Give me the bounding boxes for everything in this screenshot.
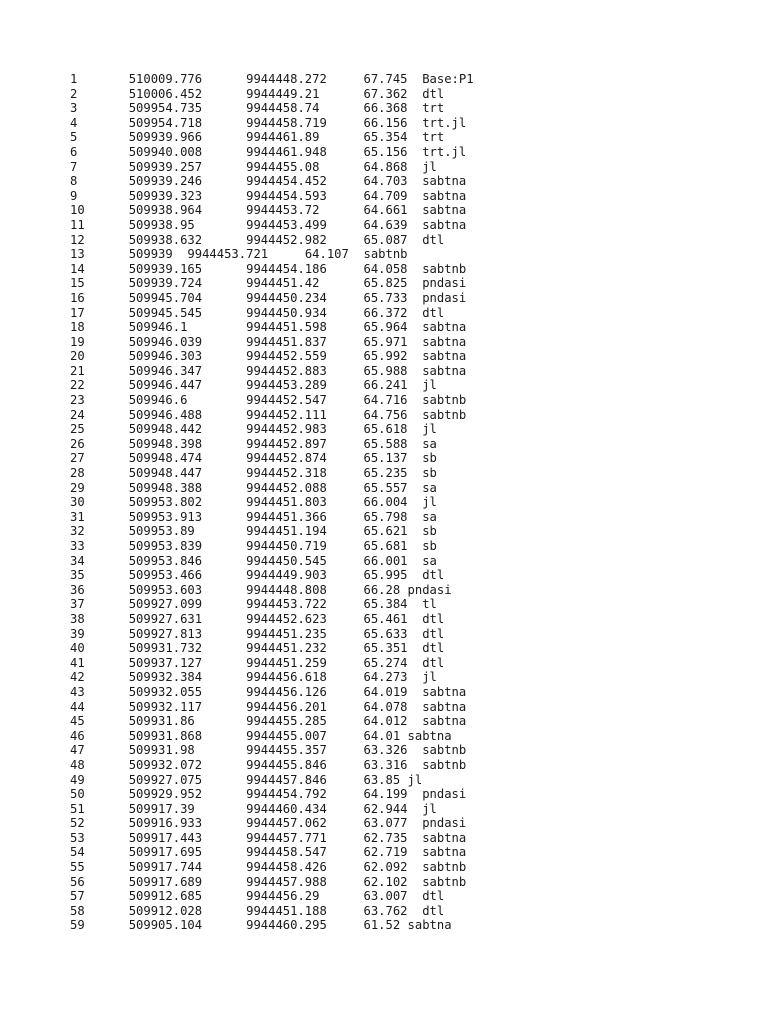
data-row: 21 509946.347 9944452.883 65.988 sabtna	[70, 363, 467, 378]
data-row: 50 509929.952 9944454.792 64.199 pndasi	[70, 787, 467, 802]
data-row: 29 509948.388 9944452.088 65.557 sa	[70, 480, 437, 495]
data-row: 28 509948.447 9944452.318 65.235 sb	[70, 466, 437, 481]
data-row: 19 509946.039 9944451.837 65.971 sabtna	[70, 334, 467, 349]
data-row: 58 509912.028 9944451.188 63.762 dtl	[70, 903, 445, 918]
data-row: 20 509946.303 9944452.559 65.992 sabtna	[70, 349, 467, 364]
data-row: 44 509932.117 9944456.201 64.078 sabtna	[70, 699, 467, 714]
data-row: 4 509954.718 9944458.719 66.156 trt.jl	[70, 115, 467, 130]
data-row: 36 509953.603 9944448.808 66.28 pndasi	[70, 582, 452, 597]
data-row: 13 509939 9944453.721 64.107 sabtnb	[70, 247, 408, 262]
data-row: 40 509931.732 9944451.232 65.351 dtl	[70, 641, 445, 656]
data-row: 33 509953.839 9944450.719 65.681 sb	[70, 539, 437, 553]
data-row: 32 509953.89 9944451.194 65.621 sb	[70, 524, 437, 539]
data-row: 57 509912.685 9944456.29 63.007 dtl	[70, 889, 445, 904]
data-row: 27 509948.474 9944452.874 65.137 sb	[70, 451, 437, 466]
data-row: 38 509927.631 9944452.623 65.461 dtl	[70, 611, 445, 626]
data-row: 23 509946.6 9944452.547 64.716 sabtnb	[70, 393, 467, 408]
data-row: 17 509945.545 9944450.934 66.372 dtl	[70, 305, 445, 320]
data-row: 22 509946.447 9944453.289 66.241 jl	[70, 378, 437, 393]
data-row: 30 509953.802 9944451.803 66.004 jl	[70, 495, 437, 510]
data-row: 53 509917.443 9944457.771 62.735 sabtna	[70, 830, 467, 845]
data-row: 49 509927.075 9944457.846 63.85 jl	[70, 772, 423, 787]
data-row: 8 509939.246 9944454.452 64.703 sabtna	[70, 174, 467, 189]
data-row: 24 509946.488 9944452.111 64.756 sabtnb	[70, 407, 467, 422]
data-row: 47 509931.98 9944455.357 63.326 sabtnb	[70, 743, 467, 758]
data-row: 14 509939.165 9944454.186 64.058 sabtnb	[70, 261, 467, 276]
data-row: 9 509939.323 9944454.593 64.709 sabtna	[70, 188, 467, 203]
data-row: 2 510006.452 9944449.21 67.362 dtl	[70, 86, 445, 101]
data-row: 45 509931.86 9944455.285 64.012 sabtna	[70, 714, 467, 729]
data-row: 39 509927.813 9944451.235 65.633 dtl	[70, 626, 445, 641]
data-row: 15 509939.724 9944451.42 65.825 pndasi	[70, 276, 467, 291]
data-row: 26 509948.398 9944452.897 65.588 sa	[70, 436, 437, 451]
data-row: 16 509945.704 9944450.234 65.733 pndasi	[70, 290, 467, 305]
data-row: 46 509931.868 9944455.007 64.01 sabtna	[70, 728, 452, 743]
data-row: 56 509917.689 9944457.988 62.102 sabtnb	[70, 874, 467, 889]
data-row: 35 509953.466 9944449.903 65.995 dtl	[70, 568, 445, 583]
data-row: 42 509932.384 9944456.618 64.273 jl	[70, 670, 437, 685]
data-row: 12 509938.632 9944452.982 65.087 dtl	[70, 232, 445, 247]
data-row: 43 509932.055 9944456.126 64.019 sabtna	[70, 684, 467, 699]
data-row: 34 509953.846 9944450.545 66.001 sa	[70, 553, 437, 568]
survey-point-listing	[70, 72, 474, 933]
data-row: 59 509905.104 9944460.295 61.52 sabtna	[70, 918, 452, 933]
data-row: 41 509937.127 9944451.259 65.274 dtl	[70, 655, 445, 670]
data-row: 55 509917.744 9944458.426 62.092 sabtnb	[70, 860, 467, 875]
data-row: 5 509939.966 9944461.89 65.354 trt	[70, 130, 445, 145]
data-row: 7 509939.257 9944455.08 64.868 jl	[70, 159, 437, 174]
data-row: 25 509948.442 9944452.983 65.618 jl	[70, 422, 437, 437]
data-row: 10 509938.964 9944453.72 64.661 sabtna	[70, 203, 467, 218]
data-row: 48 509932.072 9944455.846 63.316 sabtnb	[70, 757, 467, 772]
data-row: 1 510009.776 9944448.272 67.745 Base:P1	[70, 72, 474, 86]
data-row: 54 509917.695 9944458.547 62.719 sabtna	[70, 845, 467, 860]
data-row: 37 509927.099 9944453.722 65.384 tl	[70, 597, 437, 612]
data-row: 31 509953.913 9944451.366 65.798 sa	[70, 509, 437, 524]
data-row: 52 509916.933 9944457.062 63.077 pndasi	[70, 816, 467, 831]
data-row: 51 509917.39 9944460.434 62.944 jl	[70, 801, 437, 816]
data-row: 18 509946.1 9944451.598 65.964 sabtna	[70, 320, 467, 335]
data-row: 6 509940.008 9944461.948 65.156 trt.jl	[70, 144, 467, 159]
data-row: 3 509954.735 9944458.74 66.368 trt	[70, 101, 445, 116]
data-row: 11 509938.95 9944453.499 64.639 sabtna	[70, 217, 467, 232]
